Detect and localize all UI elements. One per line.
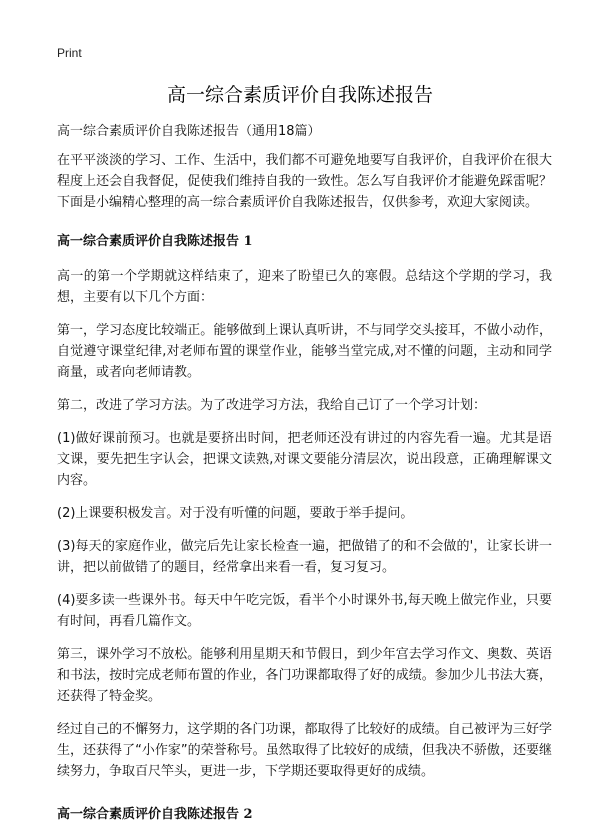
body-paragraph: 第一，学习态度比较端正。能够做到上课认真听讲，不与同学交头接耳，不做小动作，自觉遵守课堂纪律,对老师布置的课堂作业，能够当堂完成,对不懂的问题，主动和同学商量，或者向老师请教。 xyxy=(57,323,552,380)
section-heading-1: 高一综合素质评价自我陈述报告 1 xyxy=(57,234,253,249)
body-paragraph: (3)每天的家庭作业，做完后先让家长检查一遍，把做错了的和不会做的'，让家长讲一讲，把以前做错了的题目，经常拿出来看一看，复习复习。 xyxy=(57,539,552,575)
section-heading-2: 高一综合素质评价自我陈述报告 2 xyxy=(57,807,253,822)
page-title: 高一综合素质评价自我陈述报告 xyxy=(166,84,433,106)
document-body xyxy=(57,150,552,839)
body-paragraph: 经过自己的不懈努力，这学期的各门功课，都取得了比较好的成绩。自己被评为三好学生，还获得了“小作家”的荣誉称号。虽然取得了比较好的成绩，但我决不骄傲，还要继续努力，争取百尺竿头，更进一步，下学期还要取得更好的成绩。 xyxy=(57,722,552,779)
body-paragraph: (2)上课要积极发言。对于没有听懂的问题，要敢于举手提问。 xyxy=(57,506,414,521)
body-paragraph: (1)做好课前预习。也就是要挤出时间，把老师还没有讲过的内容先看一遍。尤其是语文课，要先把生字认会，把课文读熟,对课文要能分清层次，说出段意，正确理解课文内容。 xyxy=(57,431,552,488)
document-subtitle: 高一综合素质评价自我陈述报告（通用18篇） xyxy=(57,124,321,139)
print-link[interactable]: Print xyxy=(57,46,82,60)
body-paragraph: 第二，改进了学习方法。为了改进学习方法，我给自己订了一个学习计划： xyxy=(57,398,487,413)
body-paragraph: (4)要多读一些课外书。每天中午吃完饭，看半个小时课外书,每天晚上做完作业，只要有时间，再看几篇作文。 xyxy=(57,593,552,629)
intro-paragraph: 在平平淡淡的学习、工作、生活中，我们都不可避免地要写自我评价，自我评价在很大程度上还会自我督促，促使我们维持自我的一致性。怎么写自我评价才能避免踩雷呢？下面是小编精心整理的高一综合素质评价自我陈述报告，仅供参考，欢迎大家阅读。 xyxy=(57,153,552,210)
body-paragraph: 高一的第一个学期就这样结束了，迎来了盼望已久的寒假。总结这个学期的学习，我想，主要有以下几个方面： xyxy=(57,269,552,305)
body-paragraph: 第三，课外学习不放松。能够利用星期天和节假日，到少年宫去学习作文、奥数、英语和书法，按时完成老师布置的作业，各门功课都取得了好的成绩。参加少儿书法大赛，还获得了特金奖。 xyxy=(57,647,552,704)
